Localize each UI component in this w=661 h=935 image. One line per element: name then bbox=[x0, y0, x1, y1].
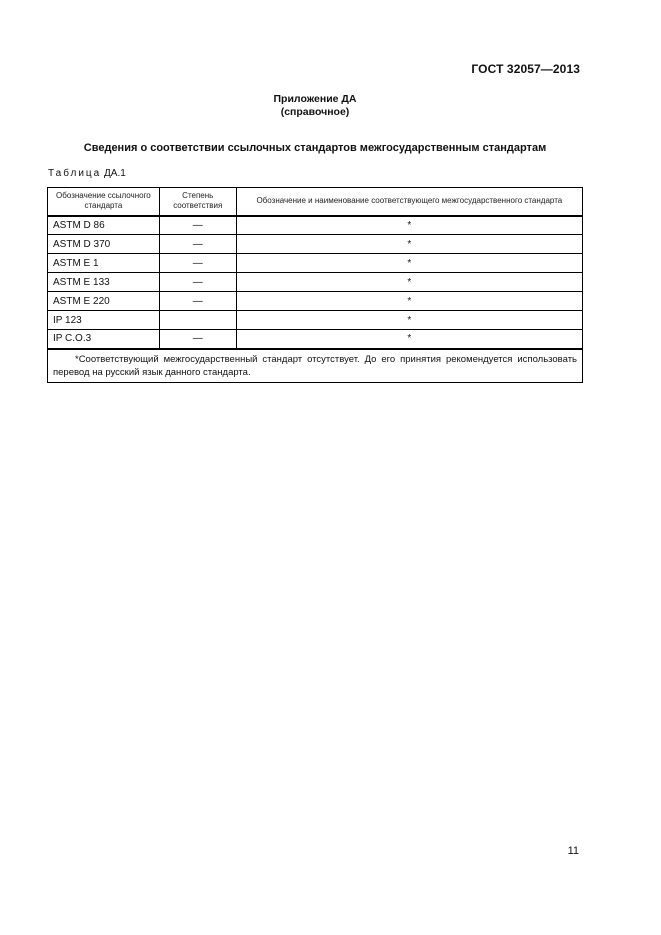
table-row bbox=[48, 216, 583, 235]
page-number: 11 bbox=[567, 845, 579, 857]
degree-cell: — bbox=[159, 216, 236, 235]
interstate-standard-cell: * bbox=[236, 273, 582, 292]
table-row bbox=[48, 273, 583, 292]
reference-standard-cell: ASTM E 133 bbox=[48, 273, 160, 292]
table-caption-number: ДА.1 bbox=[104, 168, 126, 179]
reference-standard-cell: ASTM E 1 bbox=[48, 254, 160, 273]
table-footnote: *Соответствующий межгосударственный стандарт отсутствует. До его принятия рекомендуется использовать перевод на русский язык данного стандарта. bbox=[53, 353, 577, 378]
table-row bbox=[48, 330, 583, 349]
standards-correspondence-table bbox=[47, 187, 583, 383]
table-row bbox=[48, 235, 583, 254]
table-footnote-cell bbox=[48, 349, 583, 383]
reference-standard-cell: IP 123 bbox=[48, 311, 160, 330]
interstate-standard-cell: * bbox=[236, 292, 582, 311]
degree-cell: — bbox=[159, 235, 236, 254]
interstate-standard-cell: * bbox=[236, 235, 582, 254]
degree-cell: — bbox=[159, 254, 236, 273]
table-caption-word: Таблица bbox=[48, 168, 102, 179]
reference-standard-cell: ASTM D 86 bbox=[48, 216, 160, 235]
interstate-standard-cell: * bbox=[236, 254, 582, 273]
reference-standard-cell: IP C.O.3 bbox=[48, 330, 160, 349]
appendix-title: Приложение ДА bbox=[273, 93, 357, 105]
section-title: Сведения о соответствии ссылочных стандартов межгосударственным стандартам bbox=[83, 142, 547, 154]
interstate-standard-cell: * bbox=[236, 216, 582, 235]
header-degree-of-correspondence: Степень соответствия bbox=[159, 188, 236, 216]
table-row bbox=[48, 292, 583, 311]
reference-standard-cell: ASTM D 370 bbox=[48, 235, 160, 254]
degree-cell: — bbox=[159, 330, 236, 349]
degree-cell: — bbox=[159, 273, 236, 292]
document-code: ГОСТ 32057—2013 bbox=[471, 62, 580, 76]
header-interstate-standard: Обозначение и наименование соответствующего межгосударственного стандарта bbox=[236, 188, 582, 216]
table-header-row bbox=[48, 188, 583, 216]
table-row bbox=[48, 254, 583, 273]
header-reference-standard: Обозначение ссылочного стандарта bbox=[48, 188, 160, 216]
table-caption bbox=[48, 168, 126, 179]
interstate-standard-cell: * bbox=[236, 330, 582, 349]
interstate-standard-cell: * bbox=[236, 311, 582, 330]
appendix-subtitle: (справочное) bbox=[280, 106, 350, 118]
degree-cell bbox=[159, 311, 236, 330]
reference-standard-cell: ASTM E 220 bbox=[48, 292, 160, 311]
table-row bbox=[48, 311, 583, 330]
degree-cell: — bbox=[159, 292, 236, 311]
table-footnote-row bbox=[48, 349, 583, 383]
